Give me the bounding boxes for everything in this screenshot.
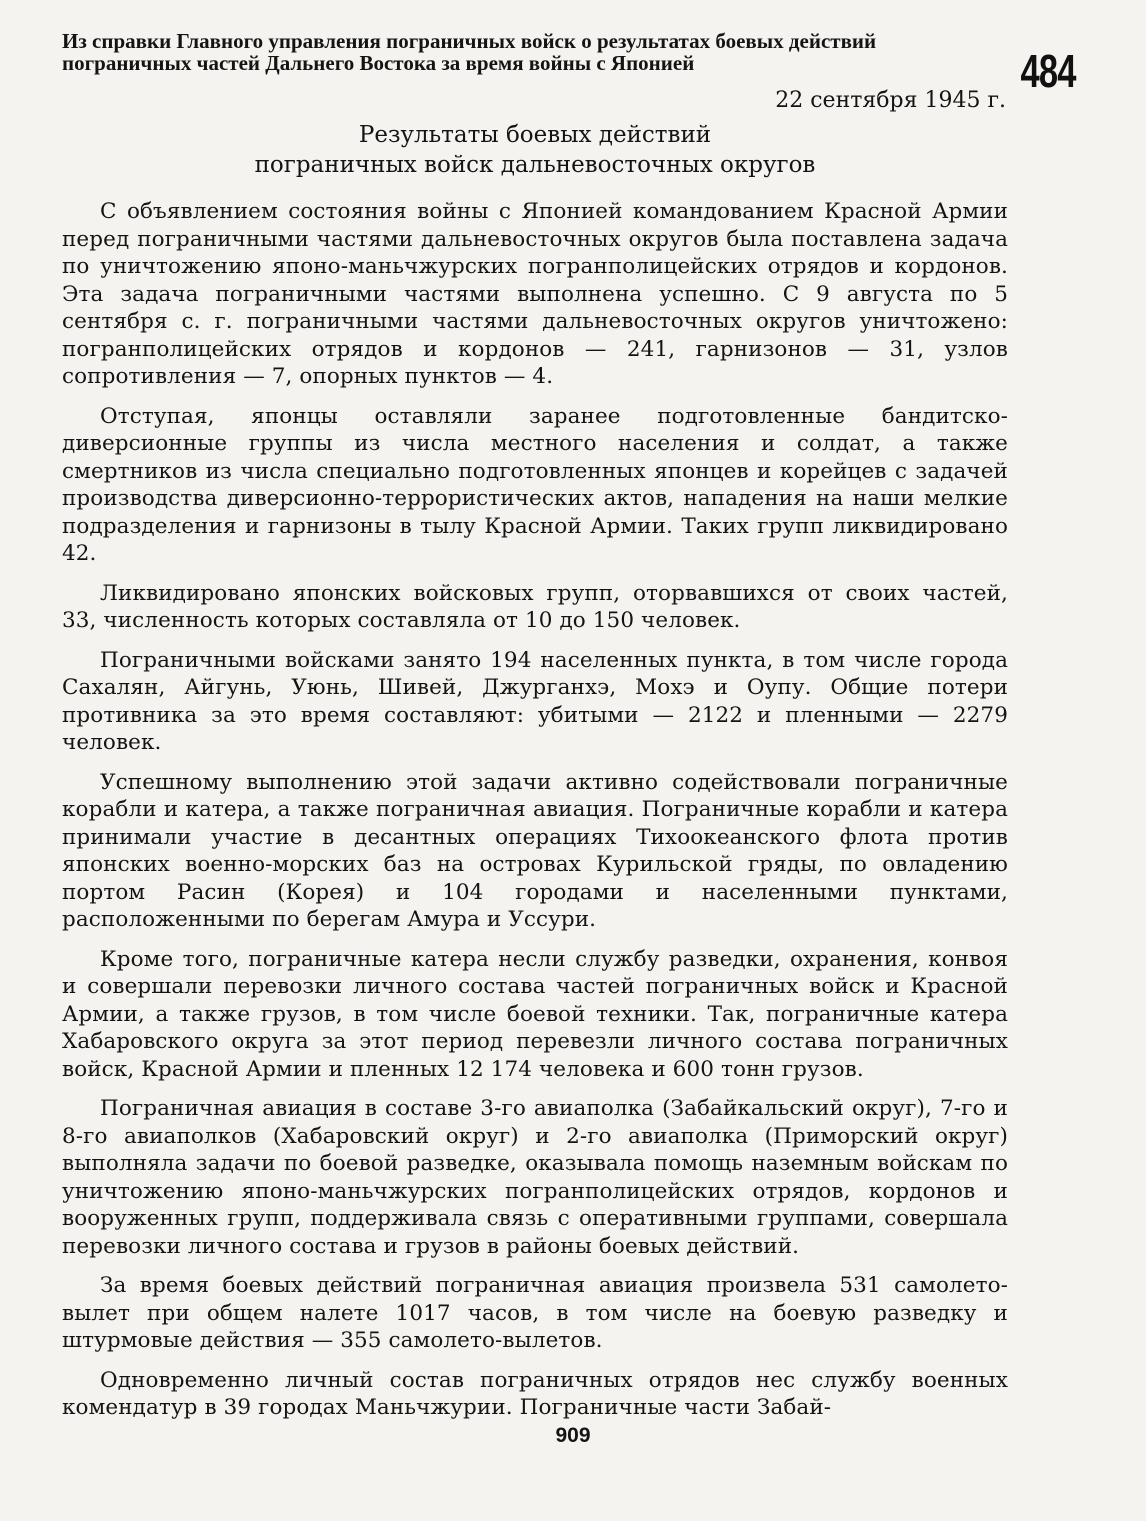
paragraph: С объявлением состояния войны с Японией командованием Красной Армии перед пограничными частями дальневосточных округов была поставлена задача по уничтожению японо-маньчжурских погранполицейских отрядов и кордонов. Эта задача пограничными частями выполнена успешно. С 9 августа по 5 сентября с. г. пограничными частями дальневосточных округов уничтожено: погранполицейских отрядов и кордонов — 241, гарнизонов — 31, узлов сопротивления — 7, опорных пунктов — 4. bbox=[62, 199, 1008, 389]
paragraph: За время боевых действий пограничная авиация произвела 531 самолето-вылет при общем налете 1017 часов, в том числе на боевую разведку и штурмовые действия — 355 самолето-вылетов. bbox=[62, 1273, 1008, 1353]
document-body bbox=[62, 198, 1008, 1422]
document-page bbox=[62, 30, 1008, 1434]
document-date: 22 сентября 1945 г. bbox=[775, 88, 1006, 113]
document-title bbox=[62, 120, 1008, 180]
paragraph: Успешному выполнению этой задачи активно содействовали пограничные корабли и катера, а также пограничная авиация. Пограничные корабли и катера принимали участие в десантных операциях Тихоокеанского флота против японских военно-морских баз на островах Курильской гряды, по овладению портом Расин (Корея) и 104 городами и населенными пунктами, расположенными по берегам Амура и Уссури. bbox=[62, 769, 1008, 932]
paragraph: Пограничная авиация в составе 3-го авиаполка (Забайкальский округ), 7-го и 8-го авиаполков (Хабаровский округ) и 2-го авиаполка (Приморский округ) выполняла задачи по боевой разведке, оказывала помощь наземным войскам по уничтожению японо-маньчжурских погранполицейских отрядов, кордонов и вооруженных групп, поддерживала связь с оперативными группами, совершала перевозки личного состава и грузов в районы боевых действий. bbox=[62, 1096, 1008, 1259]
paragraph: Ликвидировано японских войсковых групп, оторвавшихся от своих частей, 33, численность которых составляла от 10 до 150 человек. bbox=[62, 580, 1008, 633]
title-line-1: Результаты боевых действий bbox=[358, 122, 712, 148]
page-number: 909 bbox=[555, 1424, 591, 1447]
paragraph: Одновременно личный состав пограничных отрядов нес службу военных комендатур в 39 городах Маньчжурии. Пограничные части Забай- bbox=[62, 1367, 1008, 1420]
paragraph: Пограничными войсками занято 194 населенных пункта, в том числе города Сахалян, Айгунь, Уюнь, Шивей, Джурганхэ, Мохэ и Оупу. Общие потери противника за это время составляют: убитыми — 2122 и пленными — 2279 человек. bbox=[62, 647, 1008, 755]
document-heading: Из справки Главного управления пограничных войск о результатах боевых действий пограничных частей Дальнего Востока за время войны с Японией bbox=[62, 29, 877, 75]
paragraph: Кроме того, пограничные катера несли службу разведки, охранения, конвоя и совершали перевозки личного состава частей пограничных войск и Красной Армии, а также грузов, в том числе боевой техники. Так, пограничные катера Хабаровского округа за этот период перевезли личного состава пограничных войск, Красной Армии и пленных 12 174 человека и 600 тонн грузов. bbox=[62, 946, 1008, 1082]
document-number: 484 bbox=[1020, 45, 1076, 97]
paragraph: Отступая, японцы оставляли заранее подготовленные бандитско-диверсионные группы из числа местного населения и солдат, а также смертников из числа специально подготовленных японцев и корейцев с задачей производства диверсионно-террористических актов, нападения на наши мелкие подразделения и гарнизоны в тылу Красной Армии. Таких групп ликвидировано 42. bbox=[62, 403, 1008, 566]
title-line-2: пограничных войск дальневосточных округов bbox=[254, 152, 816, 178]
